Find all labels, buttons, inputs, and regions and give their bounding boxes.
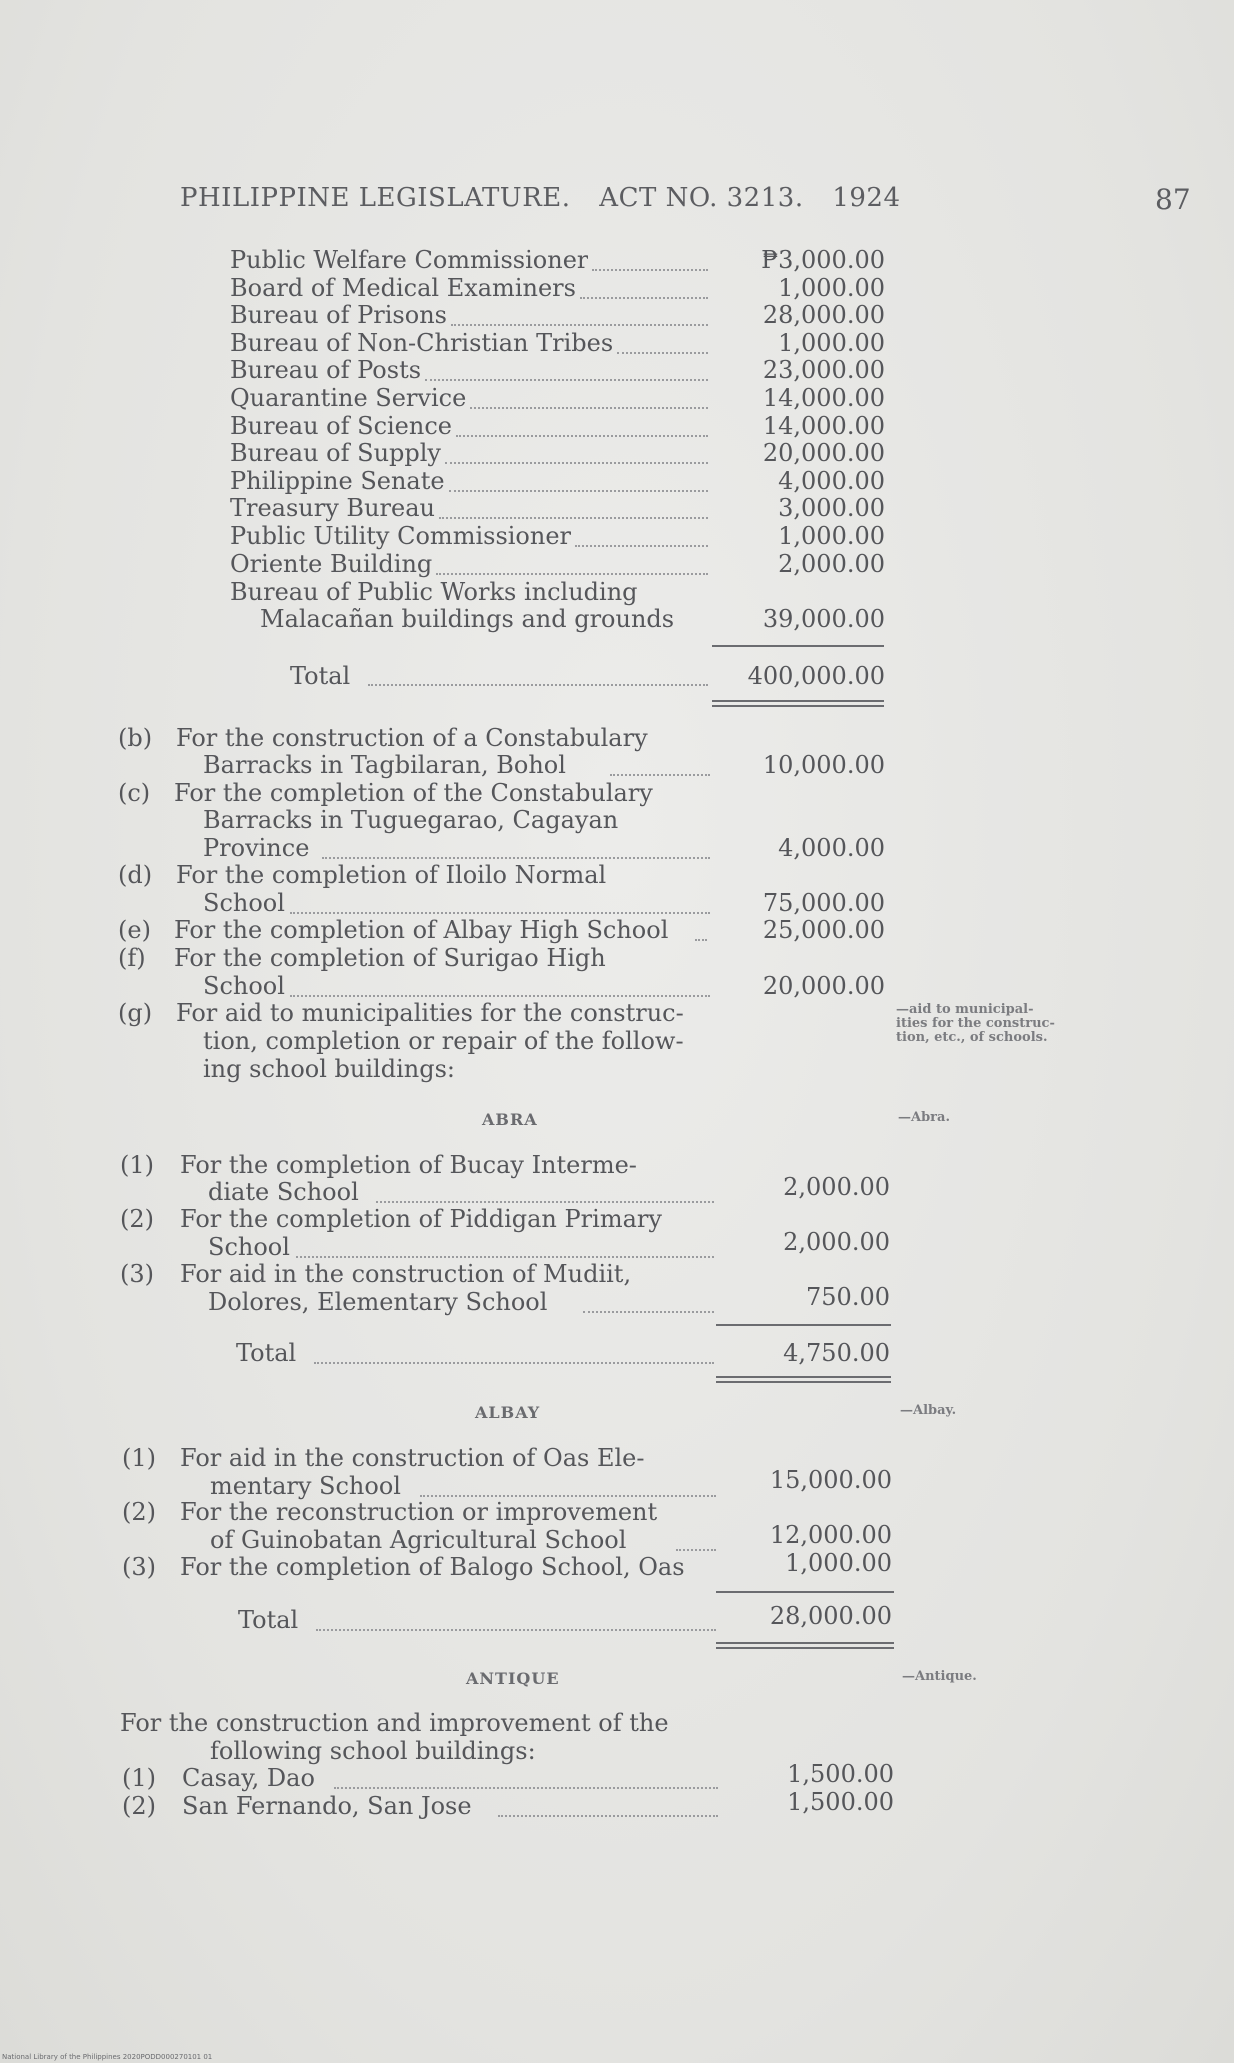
antique-item1-label: Casay, Dao <box>182 1764 315 1792</box>
item-f-amount: 20,000.00 <box>762 972 885 1000</box>
antique-item2-label: San Fernando, San Jose <box>182 1792 472 1820</box>
total-double-rule <box>712 700 884 707</box>
leader-dots <box>322 855 710 859</box>
section-a-item-label: Bureau of Science <box>230 412 452 440</box>
albay-item1-num: (1) <box>122 1444 156 1472</box>
section-a-item-label: Oriente Building <box>230 550 433 578</box>
page-number: 87 <box>1155 183 1191 216</box>
leader-dots <box>420 1493 716 1497</box>
subtotal-rule <box>712 645 884 647</box>
item-d-marker: (d) <box>118 861 153 889</box>
abra-sidenote: —Abra. <box>898 1110 950 1125</box>
albay-item1-line1: For aid in the construction of Oas Ele- <box>180 1444 645 1472</box>
section-a-item-amount: 4,000.00 <box>778 467 885 495</box>
antique-item1-amount: 1,500.00 <box>787 1760 894 1788</box>
antique-intro-line1: For the construction and improvement of the <box>120 1709 669 1737</box>
scan-footer: National Library of the Philippines 2020PODD000270101 01 <box>2 2053 213 2061</box>
item-g-marker: (g) <box>118 999 153 1027</box>
section-a-item-label: Public Utility Commissioner <box>230 522 572 550</box>
leader-dots <box>436 571 708 575</box>
section-a-item-label: Quarantine Service <box>230 384 467 412</box>
section-a-item-label: Bureau of Prisons <box>230 301 447 329</box>
abra-item2-line2: School <box>208 1233 290 1261</box>
public-works-amount: 39,000.00 <box>762 605 885 633</box>
item-e-marker: (e) <box>118 916 151 944</box>
item-g-line1: For aid to municipalities for the construc- <box>176 999 684 1027</box>
item-b-line1: For the construction of a Constabulary <box>176 724 648 752</box>
albay-total-amount: 28,000.00 <box>769 1602 892 1630</box>
section-a-item-amount: 1,000.00 <box>778 329 885 357</box>
item-c-line1: For the completion of the Constabulary <box>174 779 653 807</box>
albay-item3-line1: For the completion of Balogo School, Oas <box>180 1553 685 1581</box>
albay-heading: ALBAY <box>475 1403 541 1422</box>
leader-dots <box>580 295 708 299</box>
leader-dots <box>676 1547 716 1551</box>
abra-item1-line2: diate School <box>208 1178 359 1206</box>
section-a-item-amount: 20,000.00 <box>762 439 885 467</box>
leader-dots <box>316 1627 716 1631</box>
albay-item2-line2: of Guinobatan Agricultural School <box>210 1526 627 1554</box>
section-a-item-amount: 14,000.00 <box>762 412 885 440</box>
section-a-item-amount: 1,000.00 <box>778 522 885 550</box>
section-a-item-amount: 2,000.00 <box>778 550 885 578</box>
section-a-total-label: Total <box>290 662 351 690</box>
header-title: PHILIPPINE LEGISLATURE. <box>180 183 571 213</box>
section-a-item-amount: 1,000.00 <box>778 274 885 302</box>
leader-dots <box>296 1254 714 1258</box>
antique-item1-num: (1) <box>122 1764 156 1792</box>
antique-heading: ANTIQUE <box>466 1669 560 1688</box>
leader-dots <box>498 1813 718 1817</box>
abra-item3-amount: 750.00 <box>806 1283 890 1311</box>
item-g-line3: ing school buildings: <box>203 1055 455 1083</box>
item-d-line1: For the completion of Iloilo Normal <box>176 861 607 889</box>
item-d-amount: 75,000.00 <box>762 889 885 917</box>
section-a-item-label: Bureau of Posts <box>230 356 422 384</box>
leader-dots <box>610 772 710 776</box>
albay-item1-line2: mentary School <box>210 1472 401 1500</box>
item-b-marker: (b) <box>118 724 153 752</box>
antique-sidenote: —Antique. <box>902 1669 977 1684</box>
item-c-line3: Province <box>203 834 310 862</box>
section-a-item-label: Public Welfare Commissioner <box>230 246 589 274</box>
item-c-marker: (c) <box>118 779 151 807</box>
item-b-amount: 10,000.00 <box>762 751 885 779</box>
abra-item1-num: (1) <box>120 1151 154 1179</box>
item-f-marker: (f) <box>118 944 146 972</box>
leader-dots <box>376 1199 714 1203</box>
header-act: ACT NO. 3213. <box>599 183 804 213</box>
leader-dots <box>290 910 710 914</box>
public-works-line2: Malacañan buildings and grounds <box>260 605 675 633</box>
abra-item2-amount: 2,000.00 <box>783 1228 890 1256</box>
leader-dots <box>334 1785 718 1789</box>
abra-item2-line1: For the completion of Piddigan Primary <box>180 1205 662 1233</box>
abra-item1-line1: For the completion of Bucay Interme- <box>180 1151 637 1179</box>
section-a-item-label: Bureau of Non-Christian Tribes <box>230 329 614 357</box>
public-works-line1: Bureau of Public Works including <box>230 578 638 606</box>
albay-item2-line1: For the reconstruction or improvement <box>180 1498 658 1526</box>
subtotal-rule <box>716 1324 891 1326</box>
leader-dots <box>617 350 708 354</box>
abra-heading: ABRA <box>482 1110 538 1129</box>
leader-dots <box>290 993 710 997</box>
leader-dots <box>456 433 708 437</box>
abra-item3-line1: For aid in the construction of Mudiit, <box>180 1260 632 1288</box>
leader-dots <box>314 1360 714 1364</box>
item-g-line2: tion, completion or repair of the follow- <box>203 1027 684 1055</box>
section-a-item-amount: 3,000.00 <box>778 494 885 522</box>
section-a-item-amount: 28,000.00 <box>762 301 885 329</box>
item-f-line2: School <box>203 972 285 1000</box>
leader-dots <box>439 515 708 519</box>
abra-total-amount: 4,750.00 <box>783 1339 890 1367</box>
albay-item3-num: (3) <box>122 1553 156 1581</box>
leader-dots <box>695 937 707 941</box>
item-d-line2: School <box>203 889 285 917</box>
sidenote-g-line2: ities for the construc- <box>896 1016 1055 1031</box>
section-a-item-amount: 14,000.00 <box>762 384 885 412</box>
section-a-item-label: Board of Medical Examiners <box>230 274 576 302</box>
section-a-item-label: Bureau of Supply <box>230 439 441 467</box>
section-a-item-label: Treasury Bureau <box>230 494 435 522</box>
running-header <box>180 183 921 213</box>
total-double-rule <box>716 1376 891 1383</box>
albay-item3-amount: 1,000.00 <box>785 1549 892 1577</box>
leader-dots <box>583 1309 714 1313</box>
section-a-item-label: Philippine Senate <box>230 467 445 495</box>
antique-intro-line2: following school buildings: <box>210 1737 536 1765</box>
abra-total-label: Total <box>236 1339 297 1367</box>
albay-item2-amount: 12,000.00 <box>769 1521 892 1549</box>
albay-item1-amount: 15,000.00 <box>769 1466 892 1494</box>
abra-item3-line2: Dolores, Elementary School <box>208 1288 548 1316</box>
subtotal-rule <box>716 1591 894 1593</box>
leader-dots <box>592 267 708 271</box>
total-double-rule <box>716 1642 894 1649</box>
albay-sidenote: —Albay. <box>900 1403 957 1418</box>
leader-dots <box>449 488 708 492</box>
item-c-line2: Barracks in Tuguegarao, Cagayan <box>203 806 619 834</box>
item-e-amount: 25,000.00 <box>762 916 885 944</box>
abra-item2-num: (2) <box>120 1205 154 1233</box>
item-c-amount: 4,000.00 <box>778 834 885 862</box>
abra-item1-amount: 2,000.00 <box>783 1173 890 1201</box>
section-a-item-amount: ₱3,000.00 <box>761 246 885 274</box>
sidenote-g <box>896 1003 1055 1045</box>
section-a-item-amount: 23,000.00 <box>762 356 885 384</box>
albay-total-label: Total <box>238 1606 299 1634</box>
item-e-line1: For the completion of Albay High School <box>174 916 669 944</box>
item-f-line1: For the completion of Surigao High <box>174 944 606 972</box>
sidenote-g-line1: —aid to municipal- <box>896 1002 1034 1017</box>
leader-dots <box>575 543 708 547</box>
antique-item2-num: (2) <box>122 1792 156 1820</box>
antique-item2-amount: 1,500.00 <box>787 1788 894 1816</box>
abra-item3-num: (3) <box>120 1260 154 1288</box>
albay-item2-num: (2) <box>122 1498 156 1526</box>
leader-dots <box>445 460 708 464</box>
section-a-total-amount: 400,000.00 <box>747 662 885 690</box>
leader-dots <box>470 405 708 409</box>
leader-dots <box>451 322 708 326</box>
sidenote-g-line3: tion, etc., of schools. <box>896 1030 1048 1045</box>
header-year: 1924 <box>832 183 901 213</box>
item-b-line2: Barracks in Tagbilaran, Bohol <box>203 751 566 779</box>
leader-dots <box>425 377 708 381</box>
leader-dots <box>368 682 708 686</box>
